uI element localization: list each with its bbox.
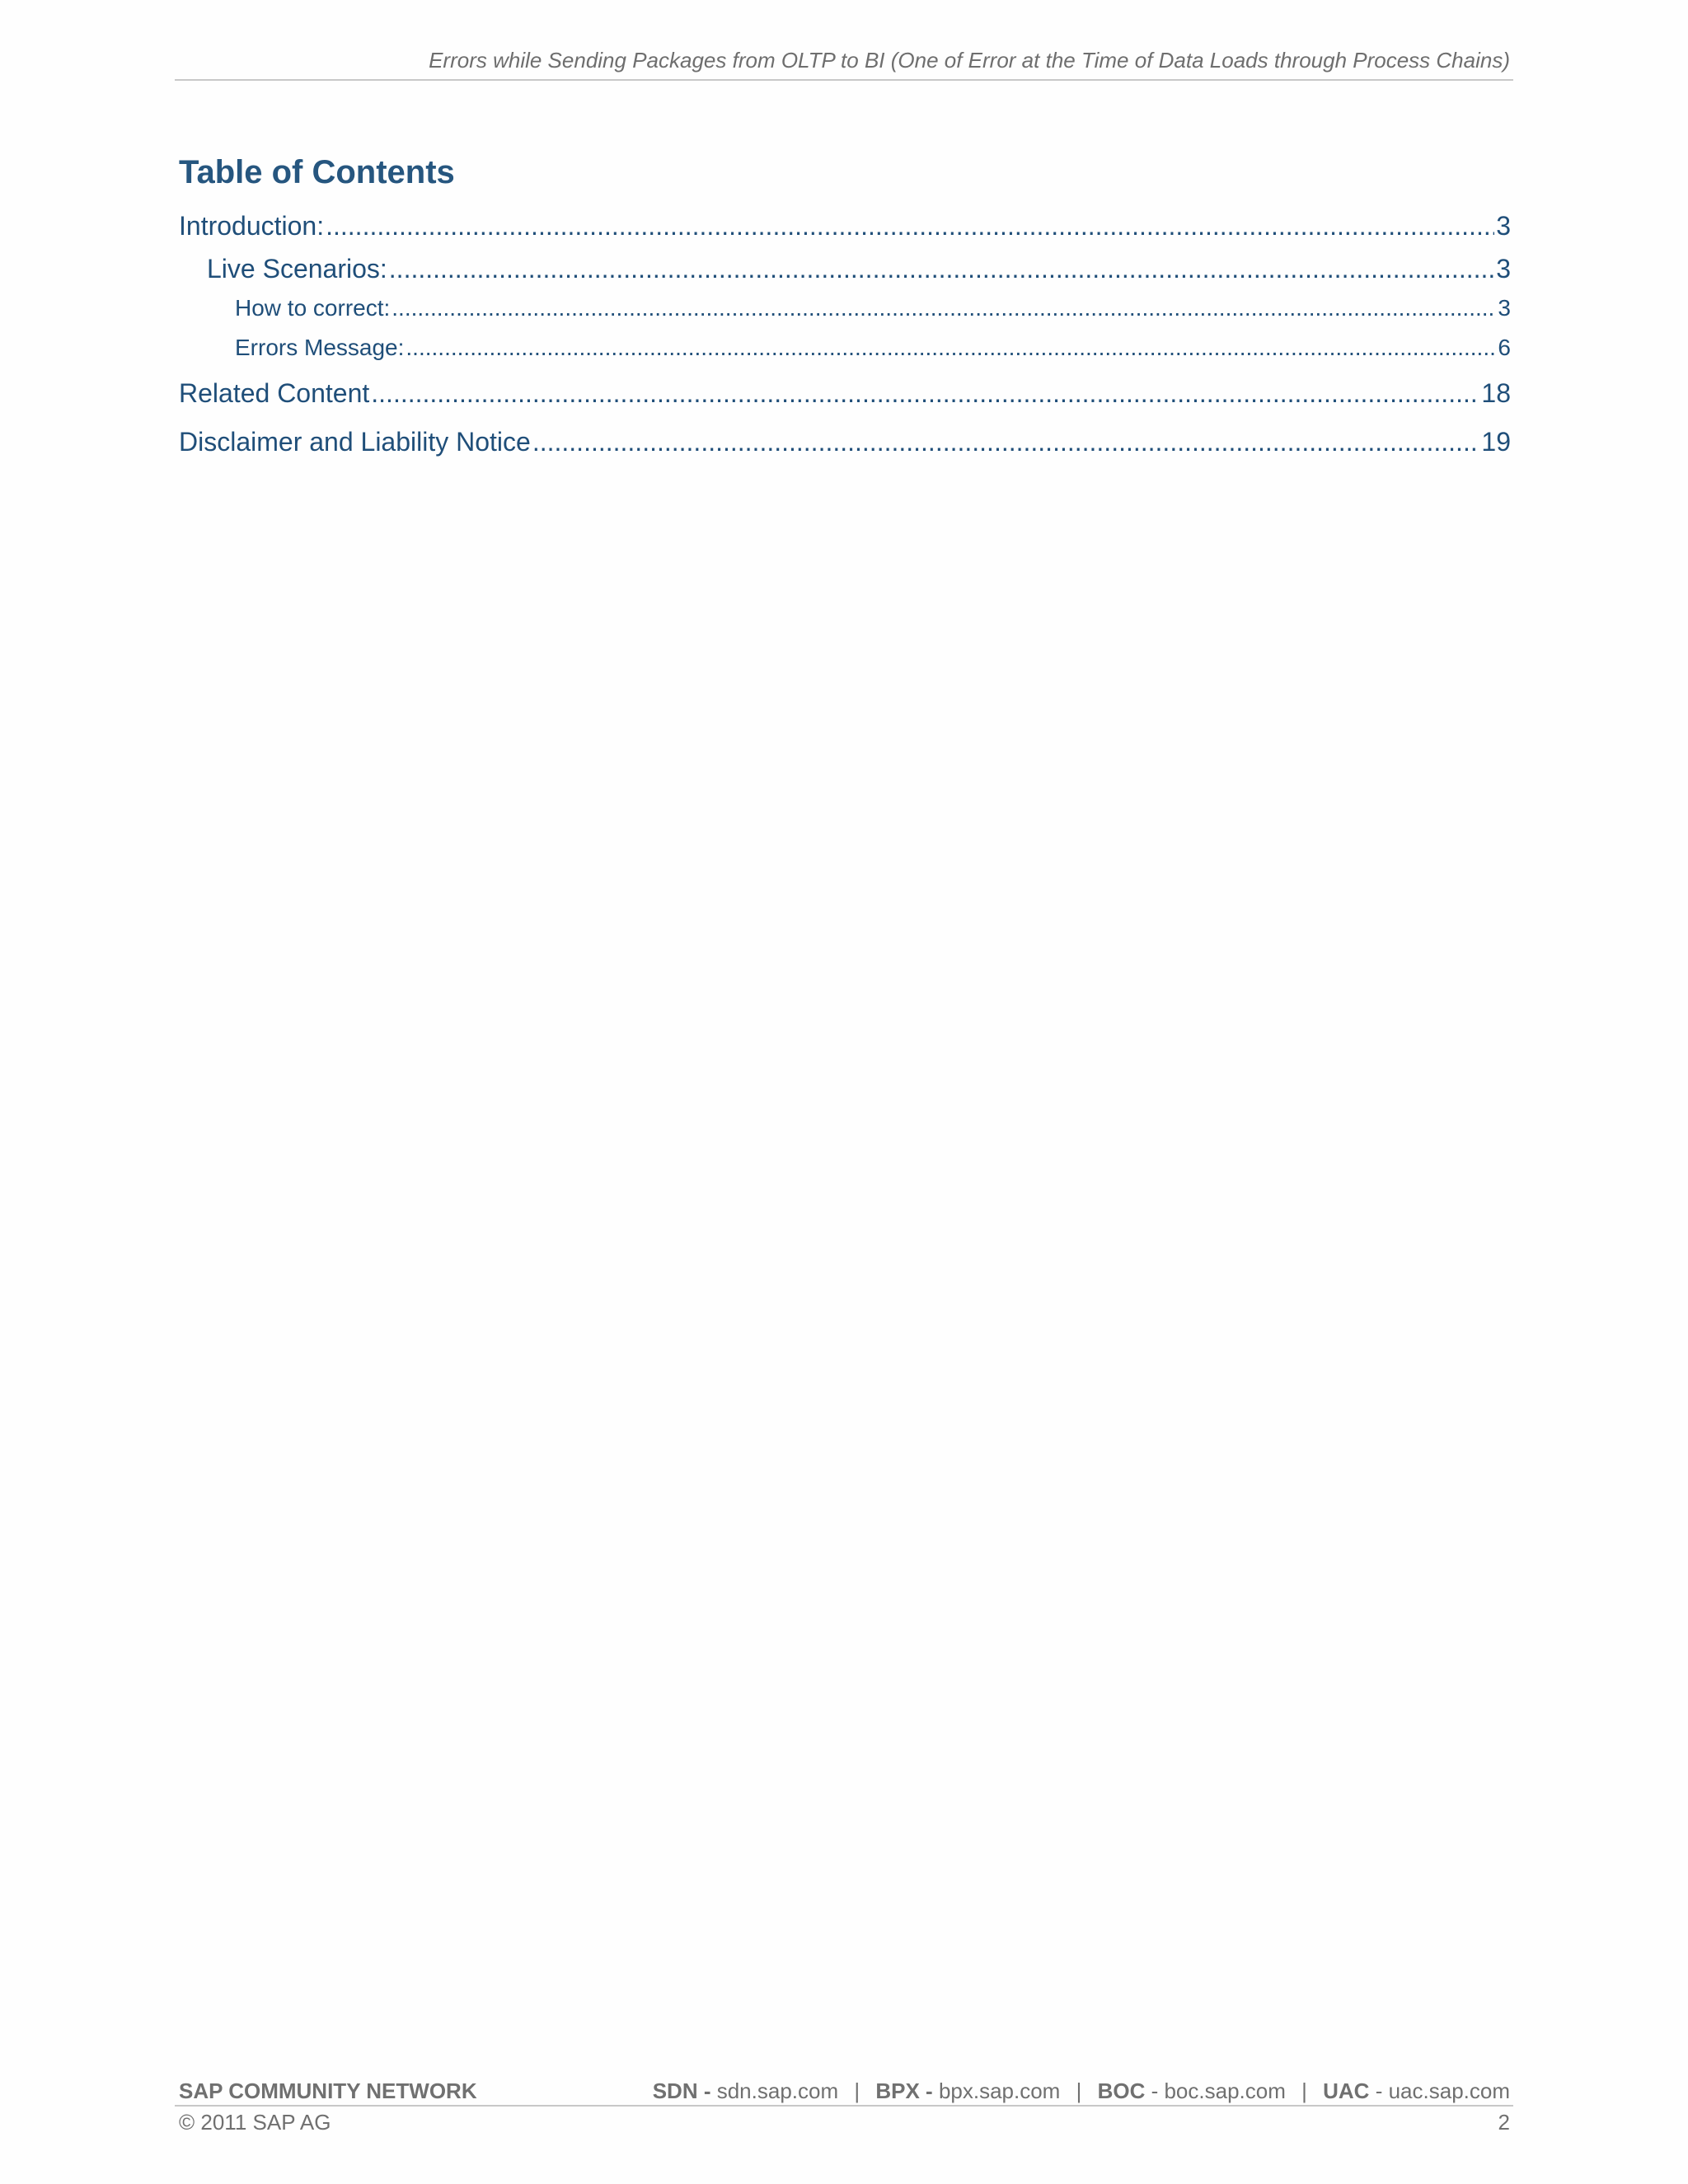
copyright: © 2011 SAP AG bbox=[179, 2110, 331, 2135]
toc-entry-related-content[interactable] bbox=[179, 378, 1511, 409]
toc-leader bbox=[371, 378, 1479, 409]
footer-link-bpx[interactable]: bpx.sap.com bbox=[938, 2079, 1061, 2103]
toc-leader bbox=[392, 295, 1496, 321]
toc-entry-live-scenarios[interactable] bbox=[207, 254, 1511, 284]
toc-entry-page: 18 bbox=[1481, 378, 1511, 408]
toc-entry-label: Live Scenarios: bbox=[207, 254, 387, 284]
toc-entry-errors-message[interactable] bbox=[235, 335, 1511, 361]
footer-link-sdn[interactable]: sdn.sap.com bbox=[716, 2079, 839, 2103]
toc-entry-page: 3 bbox=[1496, 254, 1511, 284]
toc-leader bbox=[389, 254, 1494, 284]
toc-leader bbox=[406, 335, 1496, 361]
footer-link-code: SDN - bbox=[652, 2079, 711, 2103]
toc-leader bbox=[326, 211, 1494, 241]
footer-link-code: UAC bbox=[1323, 2079, 1370, 2103]
toc-entry-page: 6 bbox=[1498, 335, 1511, 360]
footer-separator: | bbox=[854, 2079, 860, 2103]
toc-entry-disclaimer[interactable] bbox=[179, 427, 1511, 457]
footer-link-code: BOC bbox=[1097, 2079, 1146, 2103]
footer-network-name: SAP COMMUNITY NETWORK bbox=[179, 2079, 477, 2103]
header-title: Errors while Sending Packages from OLTP to BI (One of Error at the Time of Data Loads through Process Chains) bbox=[429, 48, 1510, 73]
toc-entry-label: Related Content bbox=[179, 378, 370, 408]
footer-link-boc[interactable]: - boc.sap.com bbox=[1151, 2079, 1286, 2103]
toc-entry-label: Errors Message: bbox=[235, 335, 405, 360]
footer-link-code: BPX - bbox=[875, 2079, 933, 2103]
toc-entry-how-to-correct[interactable] bbox=[235, 295, 1511, 321]
toc-entry-page: 3 bbox=[1498, 295, 1511, 321]
footer-divider bbox=[175, 2105, 1513, 2107]
toc-entry-page: 19 bbox=[1481, 427, 1511, 457]
toc-entry-label: Introduction: bbox=[179, 211, 325, 241]
page-header bbox=[175, 46, 1513, 81]
footer-links bbox=[653, 2079, 1510, 2104]
page-number: 2 bbox=[1498, 2110, 1510, 2135]
footer-link-uac[interactable]: - uac.sap.com bbox=[1375, 2079, 1510, 2103]
toc-entry-label: How to correct: bbox=[235, 295, 391, 321]
toc-leader bbox=[532, 427, 1480, 457]
toc-entry-label: Disclaimer and Liability Notice bbox=[179, 427, 531, 457]
footer-separator: | bbox=[1301, 2079, 1307, 2103]
footer-separator: | bbox=[1076, 2079, 1082, 2103]
toc-entry-introduction[interactable] bbox=[179, 211, 1511, 241]
toc-heading: Table of Contents bbox=[179, 154, 455, 190]
toc-entry-page: 3 bbox=[1496, 211, 1511, 241]
